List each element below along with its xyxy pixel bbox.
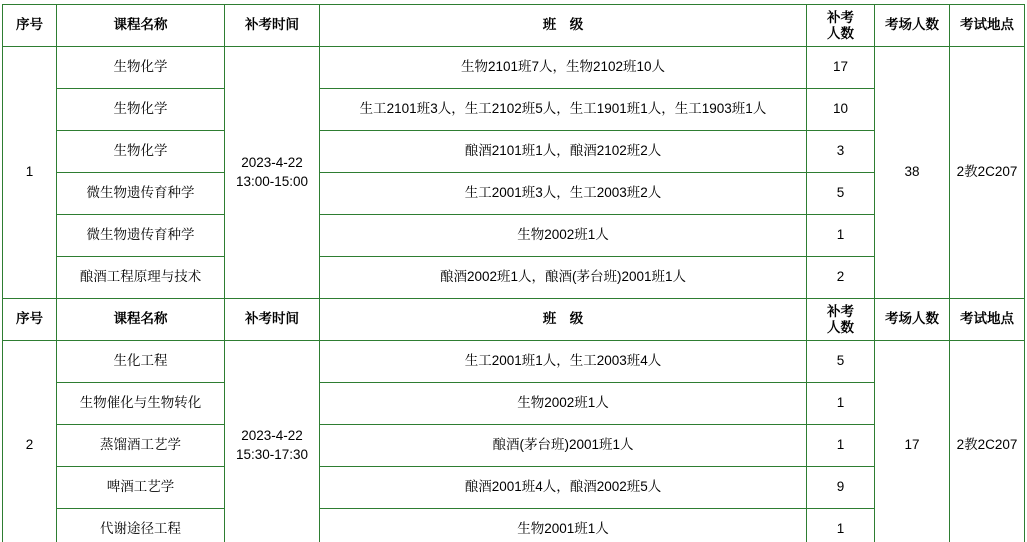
makeup-time-range: 15:30-17:30 <box>235 446 309 462</box>
group-no: 1 <box>3 47 57 299</box>
header-place: 考试地点 <box>950 5 1025 47</box>
class-list: 生物2002班1人 <box>320 383 807 425</box>
table-row <box>3 215 1025 257</box>
class-list: 生工2101班3人，生工2102班5人，生工1901班1人，生工1903班1人 <box>320 89 807 131</box>
table-row <box>3 89 1025 131</box>
header-room-count: 考场人数 <box>875 5 950 47</box>
course-name: 啤酒工艺学 <box>57 467 225 509</box>
makeup-count: 5 <box>807 173 875 215</box>
table-header-row <box>3 5 1025 47</box>
makeup-count: 17 <box>807 47 875 89</box>
header-makeup-count-line1: 补考 <box>827 303 854 319</box>
header-no: 序号 <box>3 299 57 341</box>
header-class: 班 级 <box>320 299 807 341</box>
exam-place <box>950 47 1025 299</box>
header-makeup-time: 补考时间 <box>225 299 320 341</box>
table-row <box>3 467 1025 509</box>
course-name: 酿酒工程原理与技术 <box>57 257 225 299</box>
header-makeup-count-line1: 补考 <box>827 9 854 25</box>
exam-place <box>950 341 1025 542</box>
makeup-count: 2 <box>807 257 875 299</box>
course-name: 代谢途径工程 <box>57 509 225 542</box>
course-name: 微生物遗传育种学 <box>57 173 225 215</box>
group-no: 2 <box>3 341 57 542</box>
makeup-count: 10 <box>807 89 875 131</box>
header-makeup-count-line2: 人数 <box>827 319 854 335</box>
makeup-count: 1 <box>807 509 875 542</box>
header-place: 考试地点 <box>950 299 1025 341</box>
header-makeup-count <box>807 299 875 341</box>
course-name: 生物化学 <box>57 131 225 173</box>
makeup-time-date: 2023-4-22 <box>241 155 303 171</box>
header-class: 班 级 <box>320 5 807 47</box>
header-no: 序号 <box>3 5 57 47</box>
header-makeup-time: 补考时间 <box>225 5 320 47</box>
table-row <box>3 131 1025 173</box>
makeup-time <box>225 47 320 299</box>
header-course: 课程名称 <box>57 299 225 341</box>
makeup-count: 1 <box>807 215 875 257</box>
exam-place-text: 2教2C207 <box>956 164 1018 180</box>
makeup-count: 1 <box>807 425 875 467</box>
makeup-time-date: 2023-4-22 <box>241 428 303 444</box>
room-count: 38 <box>875 47 950 299</box>
class-list: 酿酒(茅台班)2001班1人 <box>320 425 807 467</box>
class-list: 生工2001班1人，生工2003班4人 <box>320 341 807 383</box>
header-makeup-count <box>807 5 875 47</box>
class-list: 酿酒2101班1人，酿酒2102班2人 <box>320 131 807 173</box>
table-row <box>3 47 1025 89</box>
class-list: 酿酒2001班4人，酿酒2002班5人 <box>320 467 807 509</box>
header-room-count: 考场人数 <box>875 299 950 341</box>
course-name: 生物催化与生物转化 <box>57 383 225 425</box>
makeup-count: 1 <box>807 383 875 425</box>
exam-place-text: 2教2C207 <box>956 437 1018 453</box>
table-row <box>3 425 1025 467</box>
course-name: 蒸馏酒工艺学 <box>57 425 225 467</box>
class-list: 生工2001班3人，生工2003班2人 <box>320 173 807 215</box>
course-name: 生物化学 <box>57 89 225 131</box>
header-makeup-count-line2: 人数 <box>827 25 854 41</box>
class-list: 生物2101班7人，生物2102班10人 <box>320 47 807 89</box>
table-row <box>3 257 1025 299</box>
table-row <box>3 173 1025 215</box>
makeup-time-range: 13:00-15:00 <box>235 173 309 189</box>
class-list: 生物2002班1人 <box>320 215 807 257</box>
makeup-count: 5 <box>807 341 875 383</box>
class-list: 生物2001班1人 <box>320 509 807 542</box>
table-row <box>3 383 1025 425</box>
makeup-count: 9 <box>807 467 875 509</box>
course-name: 生化工程 <box>57 341 225 383</box>
class-list: 酿酒2002班1人，酿酒(茅台班)2001班1人 <box>320 257 807 299</box>
table-header-row <box>3 299 1025 341</box>
makeup-count: 3 <box>807 131 875 173</box>
room-count: 17 <box>875 341 950 542</box>
makeup-time <box>225 341 320 542</box>
course-name: 微生物遗传育种学 <box>57 215 225 257</box>
header-course: 课程名称 <box>57 5 225 47</box>
course-name: 生物化学 <box>57 47 225 89</box>
table-row <box>3 341 1025 383</box>
makeup-exam-table <box>2 4 1025 542</box>
table-row <box>3 509 1025 542</box>
